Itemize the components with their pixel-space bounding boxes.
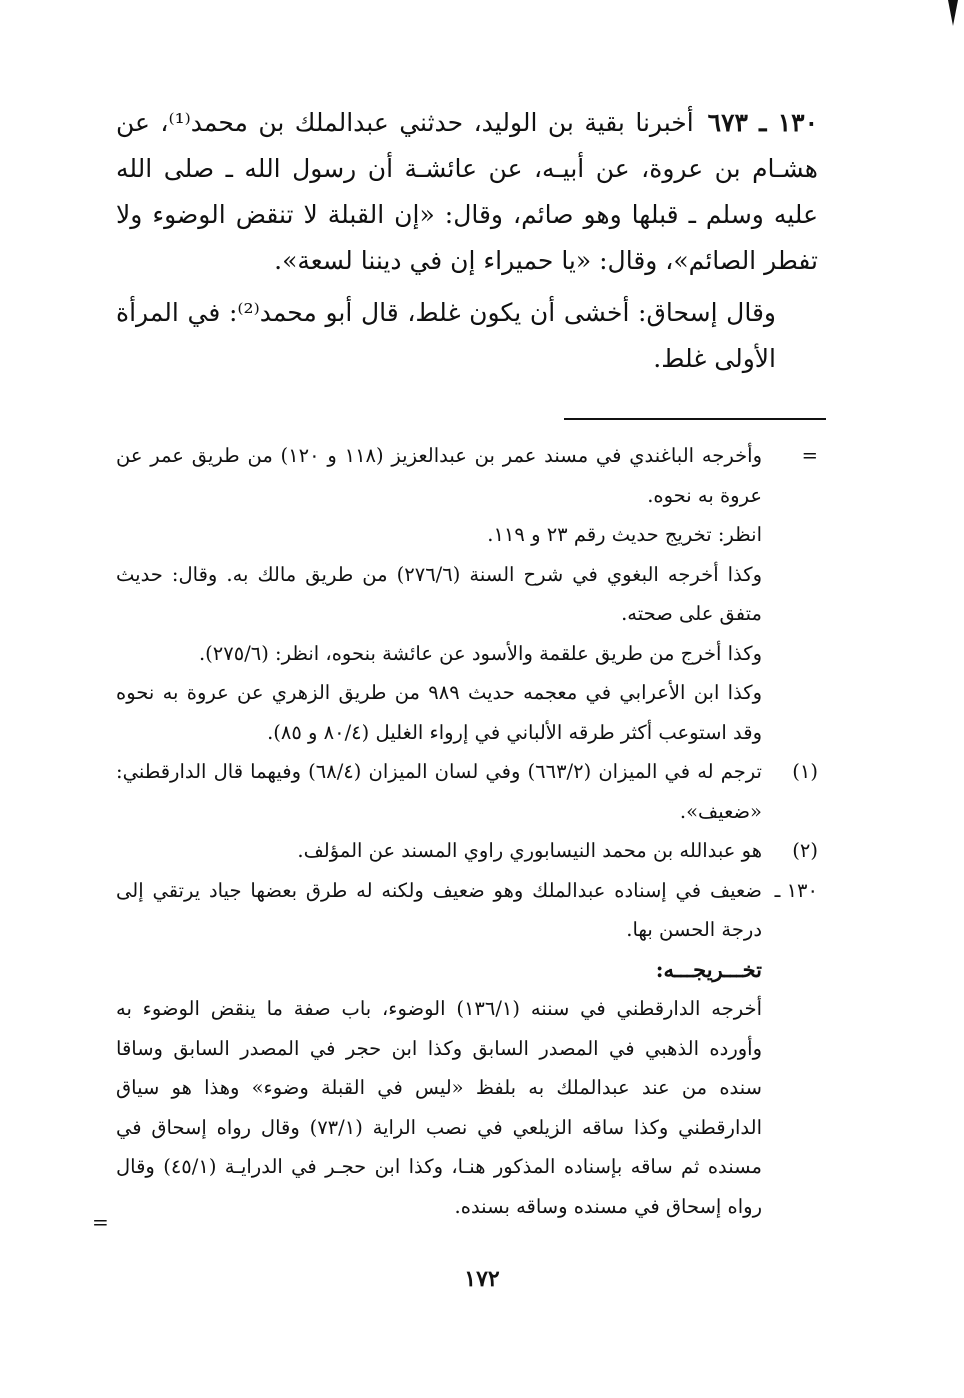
footnote-1-text: ترجم له في الميزان (٦٦٣/٢) وفي لسان الميزان (٦٨/٤) وفيهما قال الدارقطني: «ضعيف». bbox=[116, 760, 762, 823]
footnotes bbox=[116, 436, 818, 1226]
footnote-separator bbox=[564, 418, 826, 420]
takhrij-heading: تخـــريجـــه: bbox=[655, 956, 762, 982]
footnote-continuation bbox=[116, 436, 818, 752]
continuation-line: وكذا أخرجه البغوي في شرح السنة (٢٧٦/٦) من طريق مالك به. وقال: حديث متفق على صحته. bbox=[116, 562, 763, 625]
hadith-text: أخبرنا بقية بن الوليد، حدثني عبدالملك بن محمد⁽¹⁾، عن هشـام بن عروة، عن أبيـه، عن عائشـة أن رسول الله ـ صلى الله عليه وسلم ـ قبلها وهو صائم، وقال: «إن القبلة لا تنقض الوضوء ولا تفطر الصائم»، وقال: «يا حميراء إن في ديننا لسعة». bbox=[116, 108, 818, 275]
page-number: ١٧٢ bbox=[464, 1266, 500, 1292]
continuation-line: انظر: تخريج حديث رقم ٢٣ و ١١٩. bbox=[487, 523, 762, 546]
hadith-paragraph bbox=[116, 100, 818, 284]
continuation-marker: = bbox=[801, 444, 818, 467]
footnote-2-marker: (٢) bbox=[792, 839, 818, 862]
continuation-end-marker: = bbox=[92, 1210, 109, 1234]
grade-text: ضعيف في إسناده عبدالملك وهو ضعيف ولكنه له طرق بعضها جياد يرتقي إلى درجة الحسن بها. bbox=[116, 878, 762, 941]
hadith-number: ١٣٠ ـ ٦٧٣ bbox=[707, 108, 819, 137]
takhrij-text: أخرجه الدارقطني في سننه (١٣٦/١) الوضوء، باب صفة ما ينقض الوضوء به وأورده الذهبي في المصدر السابق وكذا ابن حجر في المصدر السابق وساقا سنده من عند عبدالملك به بلفظ «ليس في القبلة وضوء» وهذا هو سياق الدارقطني وكذا ساقه الزيلعي في نصب الراية (٧٣/١) وقال رواه إسحاق في مسنده ثم ساقه بإسناده المذكور هنـا، وكذا ابن حجـر في الدرايـة (٤٥/١) وقال رواه إسحاق في مسنده وساقه بسنده. bbox=[116, 997, 762, 1218]
footnote-2-text: هو عبدالله بن محمد النيسابوري راوي المسند عن المؤلف. bbox=[297, 839, 762, 862]
grade-note bbox=[116, 871, 818, 950]
takhrij-section bbox=[116, 950, 818, 1227]
continuation-line: وكذا أخرج من طريق علقمة والأسود عن عائشة بنحوه، انظر: (٢٧٥/٦). bbox=[198, 641, 762, 665]
footnote-1 bbox=[116, 752, 818, 831]
footnote-2 bbox=[116, 831, 818, 871]
continuation-line: وكذا ابن الأعرابي في معجمه حديث ٩٨٩ من طريق الزهري عن عروة به نحوه وقد استوعب أكثر طرقه الألباني في إرواء الغليل (٨٠/٤ و ٨٥). bbox=[116, 681, 763, 744]
continuation-line: وأخرجه الباغندي في مسند عمر بن عبدالعزيز (١١٨ و ١٢٠) من طريق عمر عن عروة به نحوه. bbox=[116, 444, 762, 507]
footnote-1-marker: (١) bbox=[792, 760, 818, 783]
grade-marker: ١٣٠ ـ bbox=[774, 878, 818, 902]
corner-mark bbox=[948, 0, 958, 26]
comment-paragraph: وقال إسحاق: أخشى أن يكون غلط، قال أبو محمد⁽²⁾: في المرأة الأولى غلط. bbox=[116, 298, 776, 373]
main-text bbox=[116, 100, 818, 388]
continuation-body bbox=[116, 436, 762, 752]
